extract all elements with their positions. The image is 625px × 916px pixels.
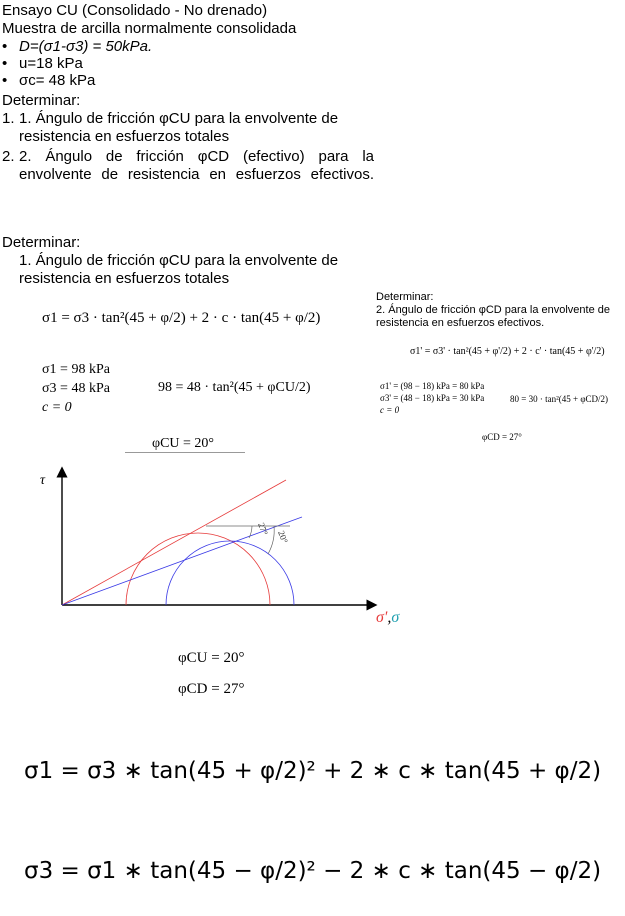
task-1: 1. 1. Ángulo de fricción φCU para la envolvente de resistencia en esfuerzos totales	[2, 110, 339, 145]
value-sigma3: σ3 = 48 kPa	[42, 381, 110, 396]
big-formula-sigma1: σ1 = σ3 ∗ tan(45 + φ/2)² + 2 ∗ c ∗ tan(45 + φ/2)	[24, 758, 602, 784]
value-sigma1-eff: σ1' = (98 − 18) kPa = 80 kPa	[380, 381, 485, 391]
task-2: 2. 2. Ángulo de fricción φCD (efectivo) para la envolvente de resistencia en esfuerzos efectivos.	[2, 148, 374, 183]
task-list	[2, 110, 374, 184]
angle-label-total: 20°	[276, 529, 290, 545]
section2-values	[380, 380, 484, 416]
determine-heading: Determinar:	[2, 92, 81, 109]
section2-result: φCD = 27°	[482, 432, 522, 442]
sigma-axis-label: σ',σ	[376, 609, 400, 626]
tau-label: τ	[40, 473, 46, 488]
section2-task: 2. Ángulo de fricción φCD para la envolvente de resistencia en esfuerzos efectivos.	[376, 304, 610, 329]
section2-heading: Determinar:	[376, 291, 434, 303]
bullet-pore-pressure: • u=18 kPa	[2, 55, 83, 72]
sample-description: Muestra de arcilla normalmente consolidada	[2, 20, 297, 37]
given-data-list	[2, 38, 362, 89]
result-underline	[125, 452, 245, 453]
phi-cu-result: φCU = 20°	[178, 650, 245, 666]
section1-values	[42, 360, 110, 417]
effective-stress-circle	[166, 541, 294, 605]
total-envelope	[62, 480, 286, 605]
value-sigma3-eff: σ3' = (48 − 18) kPa = 30 kPa	[380, 393, 485, 403]
section1-result: φCU = 20°	[152, 436, 215, 451]
value-cohesion-eff: c = 0	[380, 405, 400, 415]
bullet-deviator-stress: • D=(σ1-σ3) = 50kPa.	[2, 38, 153, 55]
mohr-diagram	[20, 462, 420, 632]
big-formula-sigma3: σ3 = σ1 ∗ tan(45 − φ/2)² − 2 ∗ c ∗ tan(45 − φ/2)	[24, 858, 602, 884]
section1-task: 1. Ángulo de fricción φCU para la envolvente de resistencia en esfuerzos totales	[19, 252, 339, 287]
section2-substitution: 80 = 30 · tan²(45 + φCD/2)	[510, 394, 609, 404]
section1-heading: Determinar:	[2, 234, 81, 251]
test-title: Ensayo CU (Consolidado - No drenado)	[2, 2, 268, 19]
section2-formula: σ1' = σ3' · tan²(45 + φ'/2) + 2 · c' · tan(45 + φ'/2)	[410, 346, 605, 357]
section1-substitution: 98 = 48 · tan²(45 + φCU/2)	[158, 380, 311, 395]
phi-cd-result: φCD = 27°	[178, 681, 245, 697]
section1-formula: σ1 = σ3 · tan²(45 + φ/2) + 2 · c · tan(45 + φ/2)	[42, 310, 321, 326]
value-cohesion: c = 0	[42, 400, 72, 415]
bullet-cell-pressure: • σc= 48 kPa	[2, 72, 96, 89]
angle-label-effective: 27°	[256, 521, 270, 537]
value-sigma1: σ1 = 98 kPa	[42, 362, 110, 377]
